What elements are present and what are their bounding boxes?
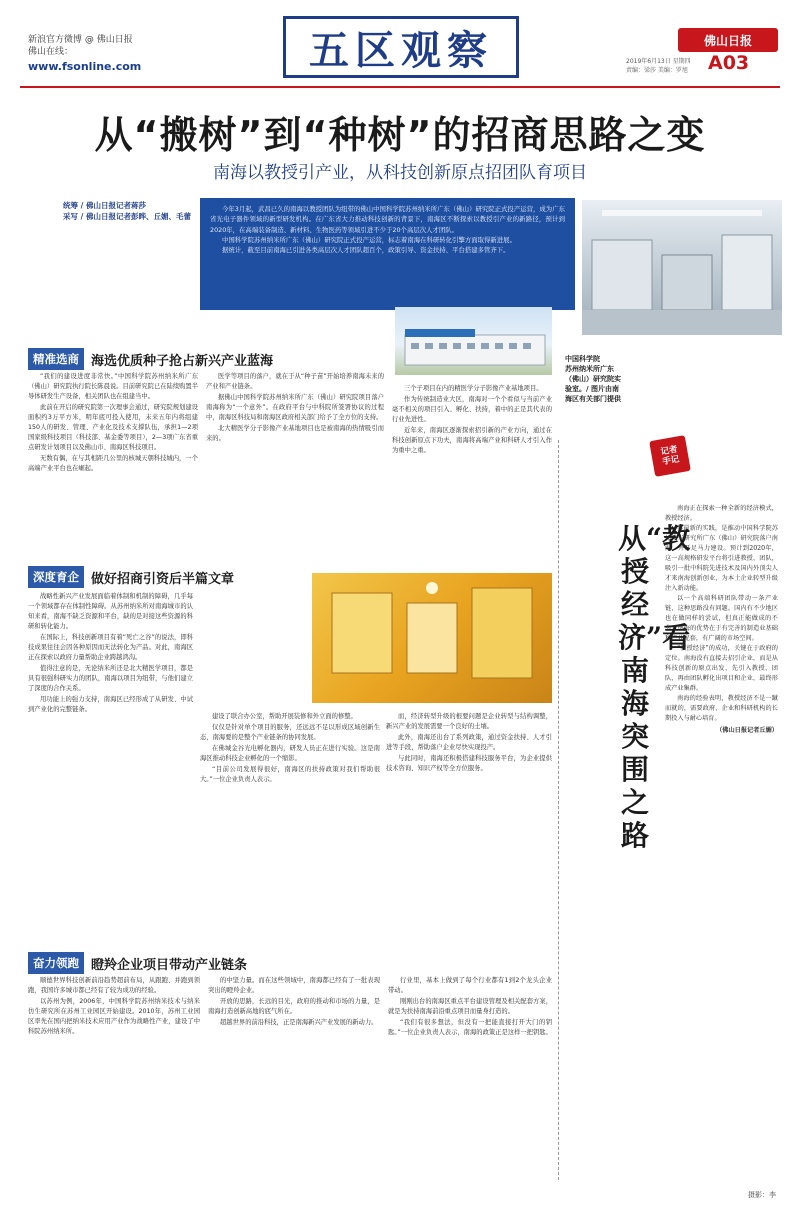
- lab-photo: [582, 200, 782, 335]
- intro-box: [200, 198, 575, 310]
- main-headline: 从“搬树”到“种树”的招商思路之变: [94, 113, 706, 157]
- section-tag: 奋力领跑: [28, 952, 84, 974]
- article-para: 在国际上，科技创新项目有着“死亡之谷”的说法，即科技成果往往会因各种原因而无法转化为产品。对此，南海区正在探索以政府力量帮助企业跨越鸿沟。: [28, 634, 193, 661]
- page-number: A03: [708, 52, 750, 74]
- section3-col2: [208, 976, 380, 1029]
- article-para: 医学等项目的落户，就在于从“种子苗”开始培养南海未来的产业和产业链条。: [206, 373, 384, 390]
- article-para: 在佛城金谷光电孵化器内，研发人员正在进行实验。这是南海区推动科技企业孵化的一个缩影。: [200, 745, 380, 762]
- badge-line: 记者: [659, 444, 679, 458]
- article-para: 作为传统制造业大区，南海对一个个看似与当前产业毫不相关的项目引入、孵化、扶持，着中的正是其代表的行业先进性。: [392, 396, 552, 423]
- column-divider: [558, 440, 559, 1180]
- article-para: 超越世界的前沿科技，正是南海新兴产业发展的新动力。: [220, 1019, 378, 1026]
- commentary-title: 从“教授经济”看南海突围之路: [618, 522, 691, 852]
- date-line: [626, 56, 691, 74]
- article-para: 近年来，南海区逐渐探索招引新的产业方向，通过在科技创新原点下功夫，南海将高端产业和科研人才引入作为重中之重。: [392, 427, 552, 454]
- caption-line: 苏州纳米所广东: [565, 365, 614, 373]
- incubator-illustration: [312, 573, 552, 703]
- commentary-para: 南海的经验表明，教授经济不是一蹴而就的，需要政府、企业和科研机构的长期投入与耐心培育。: [665, 695, 778, 722]
- section1-heading: [28, 348, 273, 370]
- caption-line: 海区有关部门提供: [565, 395, 621, 403]
- byline-line: 采写 / 佛山日报记者彭晔、丘媚、毛蕾: [63, 212, 191, 221]
- sub-headline: 南海以教授引产业，从科技创新原点招团队育项目: [213, 163, 587, 183]
- commentary-signature: （佛山日报记者丘媚）: [716, 727, 778, 734]
- section3-heading: [28, 952, 247, 974]
- caption-line: （佛山）研究院实: [565, 375, 621, 383]
- header-left: [28, 34, 188, 73]
- section1-col1: [28, 372, 198, 475]
- article-para: “目前公司发展得很好，南海区的扶持政策对我们帮助很大。”一位企业负责人表示。: [200, 766, 380, 783]
- footer-credit: 摄影：李: [748, 1191, 776, 1199]
- intro-para: 中国科学院苏州纳米所广东（佛山）研究院正式投产运营，标志着南海在科研转化引擎方面取得新进展。: [222, 235, 516, 244]
- byline: [63, 200, 193, 222]
- section-head: 做好招商引资后半篇文章: [91, 571, 235, 587]
- weibo-line: 新浪官方微博 @ 佛山日报: [28, 35, 133, 45]
- section-head: 瞪羚企业项目带动产业链条: [91, 957, 248, 973]
- building-photo: [395, 307, 552, 375]
- article-para: 三个子项目在内的精医学分子影像产业基地项目。: [404, 385, 543, 392]
- section2-col2: [200, 712, 380, 786]
- article-para: 值得注意的是，无论纳米所还是北大精医学项目，都是具有很强科研实力的团队，南海以项目为纽带，与他们建立了深度的合作关系。: [28, 665, 193, 692]
- paper-logo: 佛山日报: [678, 28, 778, 52]
- intro-para: 今年3月起，武昌已久的南海以教授团队为纽带的佛山中国科学院苏州纳米所广东（佛山）研究院正式投产运营，成为广东省光电子器件领域的新型研发机构。在广东省大力推动科技创新的背景下，南海区不断探索以教授引产业的新路径，预计到2020年，在高端装备制造、新材料、生物医药等领域引进不少于20个高层次人才团队。: [210, 205, 565, 234]
- commentary-para: 其最新的实践，是推动中国科学院苏州纳米研究所广东（佛山）研究院落户南海，并开足马力建设。预计到2020年，这一高规格研发平台将引进教授、团队，吸引一批中科院先进技术及国内外顶尖人才来南海创新创业，为本土企业转型升级注入新动能。: [665, 525, 778, 592]
- article-para: 的中坚力量。而在这些领域中，南海都已经有了一批表现突出的瞪羚企业。: [208, 977, 380, 994]
- article-para: 无数有偶，在与其相距几公里的核城天朝科技城内，一个高端产业平台也在崛起。: [28, 455, 198, 472]
- article-para: 与此同时，南海还积极搭建科技服务平台，为企业提供技术咨询、知识产权等全方位服务。: [386, 755, 552, 772]
- caption-line: 中国科学院: [565, 355, 600, 363]
- article-para: 仅仅是针对单个项目的服务，还远远不足以形成区域创新生态，南海要的是整个产业链条的协同发展。: [200, 724, 380, 741]
- article-para: 此前在开启的研究院第一次理事会通过，研究院规划建设面积约3万平方米，明年底可投入使用，未来五年内将组建150人的研发、管理、产业化及技术支撑队伍，承担1—2项国家级科技项目（科技部、基金委等项目），2—3项广东省重点研发计划项目以及佛山市、南海区科技项目。: [28, 404, 198, 451]
- section3-col1: [28, 976, 200, 1038]
- online-line: 佛山在线：: [28, 47, 74, 57]
- section1-col2: [206, 372, 384, 445]
- header-divider: [20, 86, 780, 88]
- badge-line: 手记: [661, 454, 681, 468]
- article-para: 而，经济转型升级的根要问题是企业转型与结构调整，新兴产业的发展需要一个良好的土壤。: [386, 713, 552, 730]
- article-para: “我们有很多想法，但没有一把能直接打开大门的钥匙。”一位企业负责人表示，南海的政策正是这样一把钥匙。: [388, 1019, 552, 1036]
- article-para: 建设了联合办公室，帮助开展装修和外立面的修整。: [212, 713, 357, 720]
- article-para: 刚刚出台的南海区重点平台建设管理及相关配套方案，就是为扶持南海前沿重点项目而量身打造的。: [388, 998, 552, 1015]
- date-text: 2019年6月13日 星期四: [626, 58, 691, 65]
- commentary-body: [665, 504, 778, 736]
- article-para: 以苏州为例，2006年，中国科学院苏州纳米技术与纳米仿生研究所在苏州工业园区开始建设。2010年，苏州工业园区率先在国内把纳米技术应用产业作为战略性产业，建设了中科院苏州纳米所。: [28, 998, 200, 1035]
- commentary-para: “教授经济”的成功，关键在于政府的定位。南海没有直接去招引企业，而是从科技创新的原点出发，先引入教授、团队，再由团队孵化出项目和企业，最终形成产业集群。: [665, 645, 778, 692]
- section2-col1: [28, 592, 193, 716]
- section3-col3: [388, 976, 552, 1039]
- article-para: 顺德世界科技创新前沿趋势超前布局，从跟跑、并跑到领跑，我国许多城市都已经有了较为成功的经验。: [28, 977, 200, 994]
- site-url[interactable]: www.fsonline.com: [28, 60, 142, 73]
- article-para: 此外，南海还出台了系列政策，通过资金扶持、人才引进等手段，帮助落户企业尽快实现投产。: [386, 734, 552, 751]
- article-para: 战略性新兴产业发展面临着体制和机制的障碍，几乎每一个领域都存在体制性障碍。从苏州纳米所对南海城市的认知来看，南海不缺乏资源和平台，缺的是对接这些资源的科研和转化能力。: [28, 593, 193, 630]
- intro-para: 据统计，截至目前南海已引进各类高层次人才团队超百个，政策引导、资金扶持、平台搭建多管齐下。: [222, 246, 510, 255]
- section-head: 海选优质种子抢占新兴产业蓝海: [91, 353, 274, 369]
- editor-text: 责编：梁莎 美编：罗旭: [626, 67, 688, 74]
- article-para: 北大精医学分子影像产业基地项目也是被南海的热情吸引而来的。: [206, 425, 384, 442]
- reporter-note-badge: [649, 435, 691, 477]
- section-tag: 深度育企: [28, 566, 84, 588]
- caption-line: 验室。/ 图片由南: [565, 385, 619, 393]
- lab-photo-illustration: [582, 200, 782, 335]
- article-para: 开放的思路，长远的目光，政府的推动和市场的力量，是南海打造创新高地的底气所在。: [208, 998, 380, 1015]
- section-tag: 精准选商: [28, 348, 84, 370]
- masthead-logo: 五区观察: [283, 16, 519, 78]
- section2-col3: [386, 712, 552, 775]
- building-illustration: [395, 307, 552, 375]
- commentary-para: 以一个高端科研团队带动一条产业链，这种思路没有问题。国内有不少地区也在做同样的尝试，但真正能做成的不多。南海的优势在于有完善的制造业基础和产业配套，有广阔的市场空间。: [665, 595, 778, 642]
- article-para: 行业里，基本上做到了每个行业都有1到2个龙头企业带动。: [388, 977, 552, 994]
- byline-line: 统筹 / 佛山日报记者蒋莎: [63, 201, 146, 210]
- section1-col3: [392, 384, 552, 457]
- incubator-photo: [312, 573, 552, 703]
- article-para: 用功能上的强力支持，南海区已经形成了从研发、中试到产业化的完整链条。: [28, 696, 193, 713]
- article-para: “我们的建设进度非常快。”中国科学院苏州纳米所广东（佛山）研究院执行院长陈晨说。目前研究院已在陆续购置半导体研发生产设备，相关团队也在组建当中。: [28, 373, 199, 400]
- article-para: 据佛山中国科学院苏州纳米所广东（佛山）研究院项目落户南海称为“一个意外”。在政府平台与中科院所签署协议的过程中，南海区科技局和南海区政府相关部门给予了全方位的支持。: [206, 394, 384, 421]
- commentary-para: 南海正在探索一种全新的经济模式，教授经济。: [665, 505, 778, 522]
- section2-heading: [28, 566, 234, 588]
- photo-caption: [565, 354, 650, 404]
